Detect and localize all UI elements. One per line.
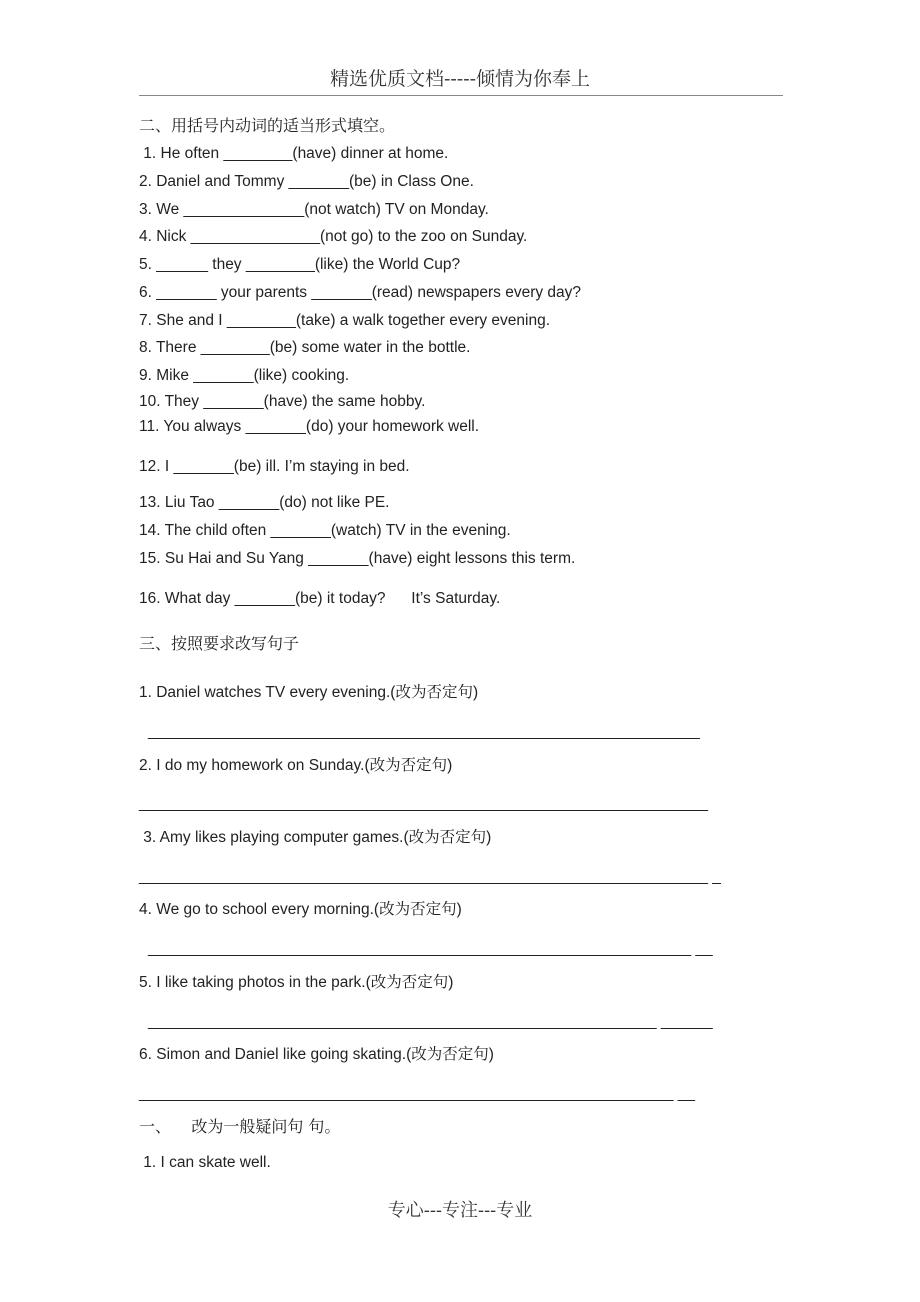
exercise-item: 1. He often ________(have) dinner at home.	[139, 145, 449, 162]
page-header-title: 精选优质文档-----倾情为你奉上	[329, 68, 591, 90]
exercise-item: 13. Liu Tao _______(do) not like PE.	[139, 494, 390, 511]
rewrite-item: 1. Daniel watches TV every evening.(改为否定句)	[139, 684, 479, 701]
exercise-item: 16. What day _______(be) it today? It’s Saturday.	[139, 590, 501, 607]
exercise-item: 4. Nick _______________(not go) to the zoo on Sunday.	[139, 228, 528, 245]
rewrite-item: 2. I do my homework on Sunday.(改为否定句)	[139, 757, 453, 774]
rewrite-item: 3. Amy likes playing computer games.(改为否定句)	[139, 829, 492, 846]
header-rule	[139, 95, 783, 96]
exercise-item: 7. She and I ________(take) a walk together every evening.	[139, 312, 551, 329]
answer-line: ______________________________________________________________ __	[139, 1085, 696, 1102]
exercise-item: 15. Su Hai and Su Yang _______(have) eight lessons this term.	[139, 550, 576, 567]
exercise-item: 12. I _______(be) ill. I’m staying in bed.	[139, 458, 410, 475]
section3-heading: 三、按照要求改写句子	[139, 634, 300, 653]
exercise-item: 1. I can skate well.	[139, 1154, 271, 1171]
exercise-item: 6. _______ your parents _______(read) newspapers every day?	[139, 284, 582, 301]
exercise-item: 14. The child often _______(watch) TV in the evening.	[139, 522, 511, 539]
exercise-item: 5. ______ they ________(like) the World Cup?	[139, 256, 461, 273]
rewrite-item: 6. Simon and Daniel like going skating.(改为否定句)	[139, 1046, 494, 1063]
exercise-item: 9. Mike _______(like) cooking.	[139, 367, 350, 384]
exercise-item: 2. Daniel and Tommy _______(be) in Class One.	[139, 173, 474, 190]
answer-line: ___________________________________________________________ ______	[148, 1013, 713, 1030]
section1-heading: 一、 改为一般疑问句 句。	[139, 1117, 341, 1136]
exercise-item: 3. We ______________(not watch) TV on Monday.	[139, 201, 489, 218]
answer-line: ________________________________________________________________	[148, 723, 700, 740]
answer-line: __________________________________________________________________	[139, 795, 708, 812]
rewrite-item: 5. I like taking photos in the park.(改为否定句)	[139, 974, 454, 991]
rewrite-item: 4. We go to school every morning.(改为否定句)	[139, 901, 462, 918]
exercise-item: 8. There ________(be) some water in the bottle.	[139, 339, 471, 356]
answer-line: _______________________________________________________________ __	[148, 940, 713, 957]
exercise-item: 11. You always _______(do) your homework well.	[139, 418, 480, 435]
exercise-item: 10. They _______(have) the same hobby.	[139, 393, 426, 410]
section2-heading: 二、用括号内动词的适当形式填空。	[139, 116, 396, 135]
answer-line: __________________________________________________________________ _	[139, 868, 721, 885]
page-footer: 专心---专注---专业	[387, 1200, 533, 1221]
